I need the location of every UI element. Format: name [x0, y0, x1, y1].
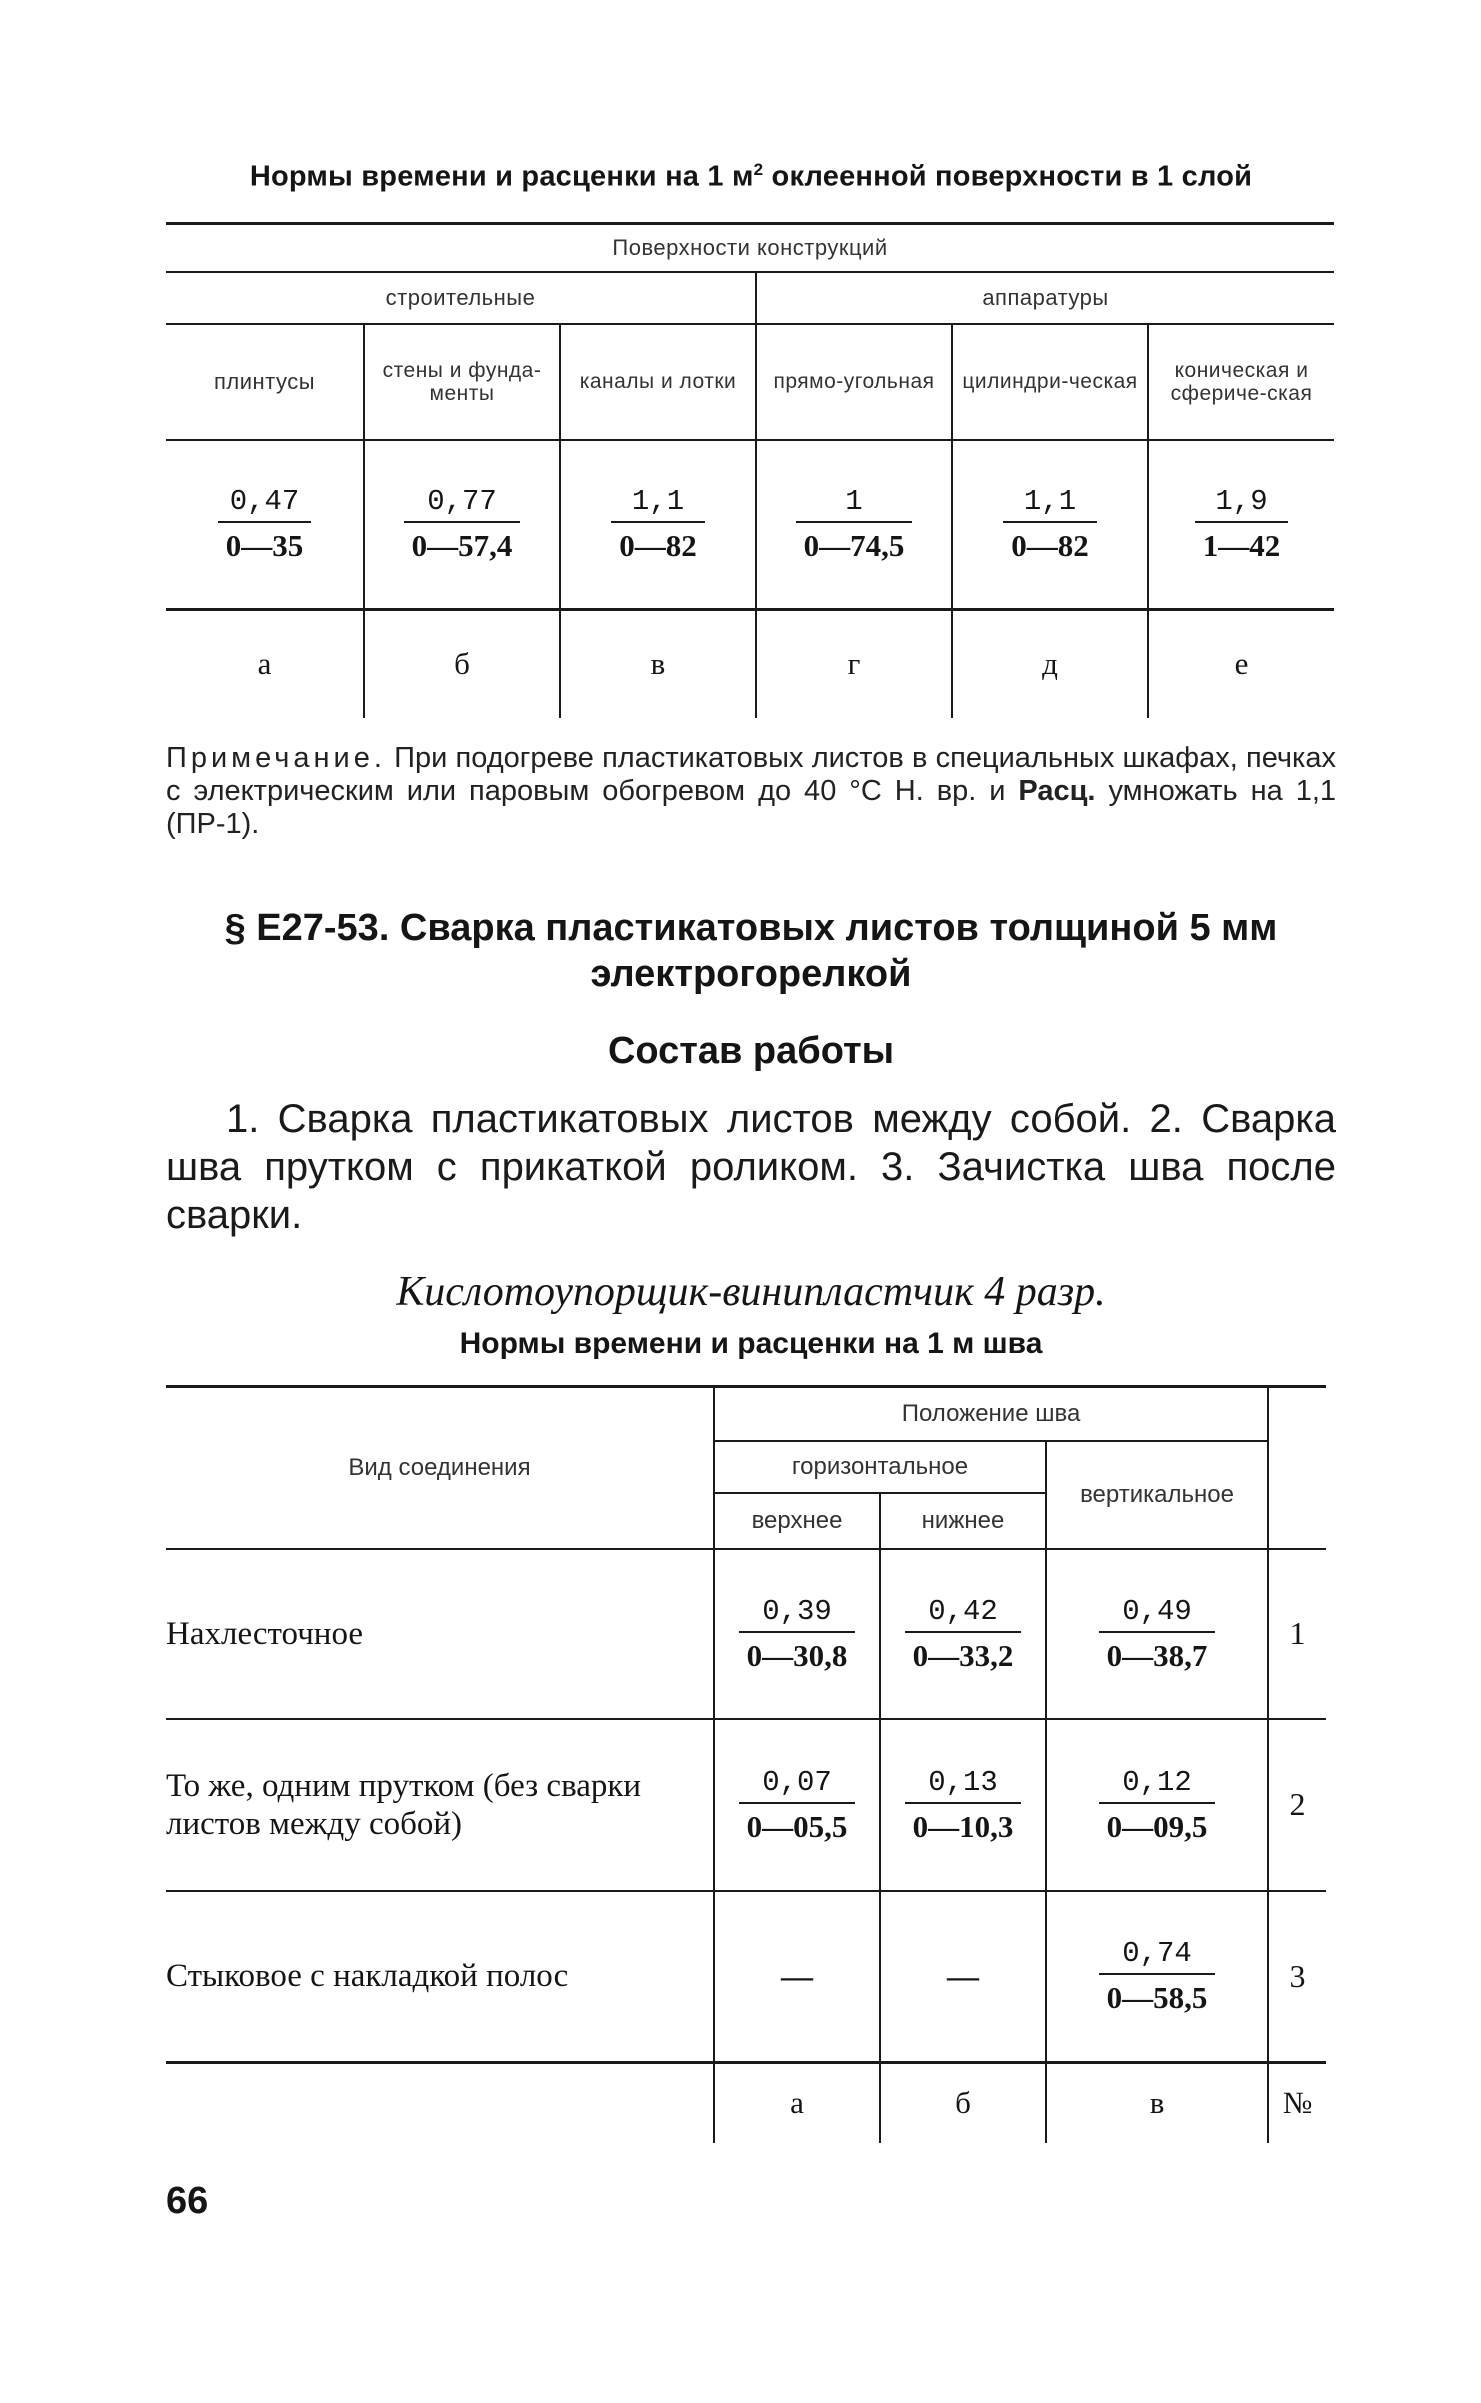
- column-letter: б: [364, 610, 560, 718]
- table-row: Стыковое с накладкой полос — — $\frac{0,74}{0—58,5}$ 3: [166, 1891, 1326, 2063]
- value-cell: $\frac{0,77}{0—57,4}$: [364, 440, 560, 610]
- column-letter: е: [1148, 610, 1334, 718]
- page-number: 66: [166, 2180, 209, 2222]
- col-rectangular: прямо-угольная: [756, 324, 952, 440]
- table-row: Нахлесточное $\frac{0,39}{0—30,8}$ $\frac{0,42}{0—33,2}$ $\frac{0,49}{0—38,7}$ 1: [166, 1549, 1326, 1719]
- column-letter: в: [560, 610, 756, 718]
- note-paragraph: Примечание. При подогреве пластикатовых листов в специальных шкафах, печках с электрическим или паровым обогревом до 40 °С Н. вр. и Расц. умножать на 1,1 (ПР-1).: [166, 742, 1337, 840]
- value-cell: $\frac{1,1}{0—82}$: [560, 440, 756, 610]
- row-number: 3: [1268, 1891, 1326, 2063]
- work-composition: 1. Сварка пластикатовых листов между собой. 2. Сварка шва прутком с прикаткой роликом. 3. Зачистка шва после сварки.: [166, 1097, 1336, 1237]
- col-cylindrical: цилиндри-ческая: [952, 324, 1148, 440]
- table1-title: Нормы времени и расценки на 1 $м^2$ оклеенной поверхности в 1 слой: [249, 160, 1253, 193]
- col-conical: коническая и сфериче-ская: [1148, 324, 1334, 440]
- norms-table-seams: [166, 1385, 1326, 2143]
- header-building: строительные: [385, 284, 536, 310]
- col-walls: стены и фунда-менты: [364, 324, 560, 440]
- table-row: То же, одним прутком (без сварки листов между собой) $\frac{0,07}{0—05,5}$ $\frac{0,13}{0—10,3}$ $\frac{0,12}{0—09,5}$ 2: [166, 1719, 1326, 1891]
- header-joint-type: Вид соединения: [348, 1453, 531, 1481]
- col-plinths: плинтусы: [213, 368, 316, 394]
- column-letter: б: [880, 2063, 1046, 2143]
- value-cell: $\frac{1,1}{0—82}$: [952, 440, 1148, 610]
- header-bottom: нижнее: [880, 1493, 1046, 1549]
- header-top: верхнее: [714, 1493, 880, 1549]
- worker-line: Кислотоупорщик-винипластчик 4 разр.: [396, 1269, 1106, 1315]
- header-seam-position: Положение шва: [714, 1387, 1268, 1441]
- header-surfaces: Поверхности конструкций: [612, 234, 888, 260]
- table2-title: Нормы времени и расценки на 1 м шва: [459, 1327, 1043, 1360]
- value-cell: $\frac{0,47}{0—35}$: [166, 440, 364, 610]
- section-title: § Е27-53. Сварка пластикатовых листов толщиной 5 мм электрогорелкой: [224, 907, 1278, 995]
- header-horizontal: горизонтальное: [714, 1441, 1046, 1493]
- subheading: Состав работы: [607, 1030, 895, 1072]
- column-letter: г: [756, 610, 952, 718]
- col-channels: каналы и лотки: [560, 324, 756, 440]
- column-letter: а: [714, 2063, 880, 2143]
- column-letter: в: [1046, 2063, 1268, 2143]
- column-letter: а: [257, 646, 272, 682]
- column-letter: д: [952, 610, 1148, 718]
- header-apparatus: аппаратуры: [756, 272, 1334, 324]
- value-cell: $\frac{1,9}{1—42}$: [1148, 440, 1334, 610]
- row-number: 1: [1268, 1549, 1326, 1719]
- number-label: №: [1268, 2063, 1326, 2143]
- header-vertical: вертикальное: [1046, 1441, 1268, 1549]
- norms-table-surfaces: [166, 222, 1334, 718]
- value-cell: $\frac{1}{0—74,5}$: [756, 440, 952, 610]
- row-number: 2: [1268, 1719, 1326, 1891]
